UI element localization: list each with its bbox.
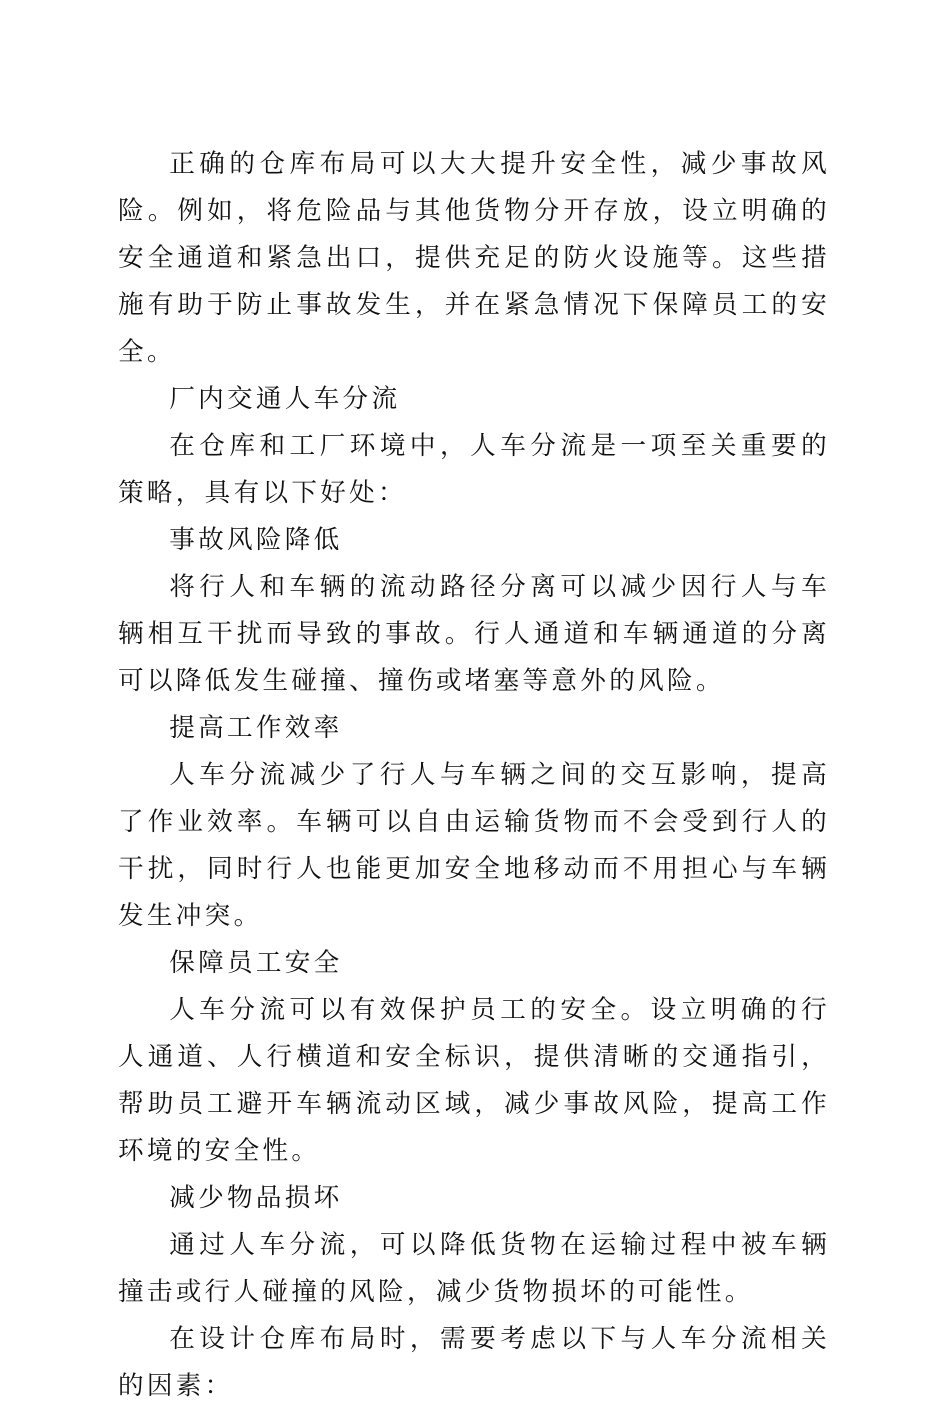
paragraph-separation-intro: 在仓库和工厂环境中，人车分流是一项至关重要的策略，具有以下好处： bbox=[118, 431, 830, 508]
paragraph-design-factors: 在设计仓库布局时，需要考虑以下与人车分流相关的因素： bbox=[118, 1324, 830, 1401]
heading-employee-safety: 保障员工安全 bbox=[169, 948, 343, 978]
paragraph-employee-safety: 人车分流可以有效保护员工的安全。设立明确的行人通道、人行横道和安全标识，提供清晰的交通指引，帮助员工避开车辆流动区域，减少事故风险，提高工作环境的安全性。 bbox=[118, 995, 830, 1166]
paragraph-damage-reduction: 通过人车分流，可以降低货物在运输过程中被车辆撞击或行人碰撞的风险，减少货物损坏的可能性。 bbox=[118, 1230, 830, 1307]
heading-efficiency: 提高工作效率 bbox=[169, 713, 343, 743]
paragraph-efficiency: 人车分流减少了行人与车辆之间的交互影响，提高了作业效率。车辆可以自由运输货物而不会受到行人的干扰，同时行人也能更加安全地移动而不用担心与车辆发生冲突。 bbox=[118, 760, 830, 931]
paragraph-safety-layout: 正确的仓库布局可以大大提升安全性，减少事故风险。例如，将危险品与其他货物分开存放，设立明确的安全通道和紧急出口，提供充足的防火设施等。这些措施有助于防止事故发生，并在紧急情况下保障员工的安全。 bbox=[118, 149, 830, 367]
heading-traffic-separation: 厂内交通人车分流 bbox=[169, 384, 401, 414]
document-page bbox=[118, 141, 830, 1410]
paragraph-risk-reduction: 将行人和车辆的流动路径分离可以减少因行人与车辆相互干扰而导致的事故。行人通道和车辆通道的分离可以降低发生碰撞、撞伤或堵塞等意外的风险。 bbox=[118, 572, 830, 696]
heading-damage-reduction: 减少物品损坏 bbox=[169, 1183, 343, 1213]
heading-risk-reduction: 事故风险降低 bbox=[169, 525, 343, 555]
